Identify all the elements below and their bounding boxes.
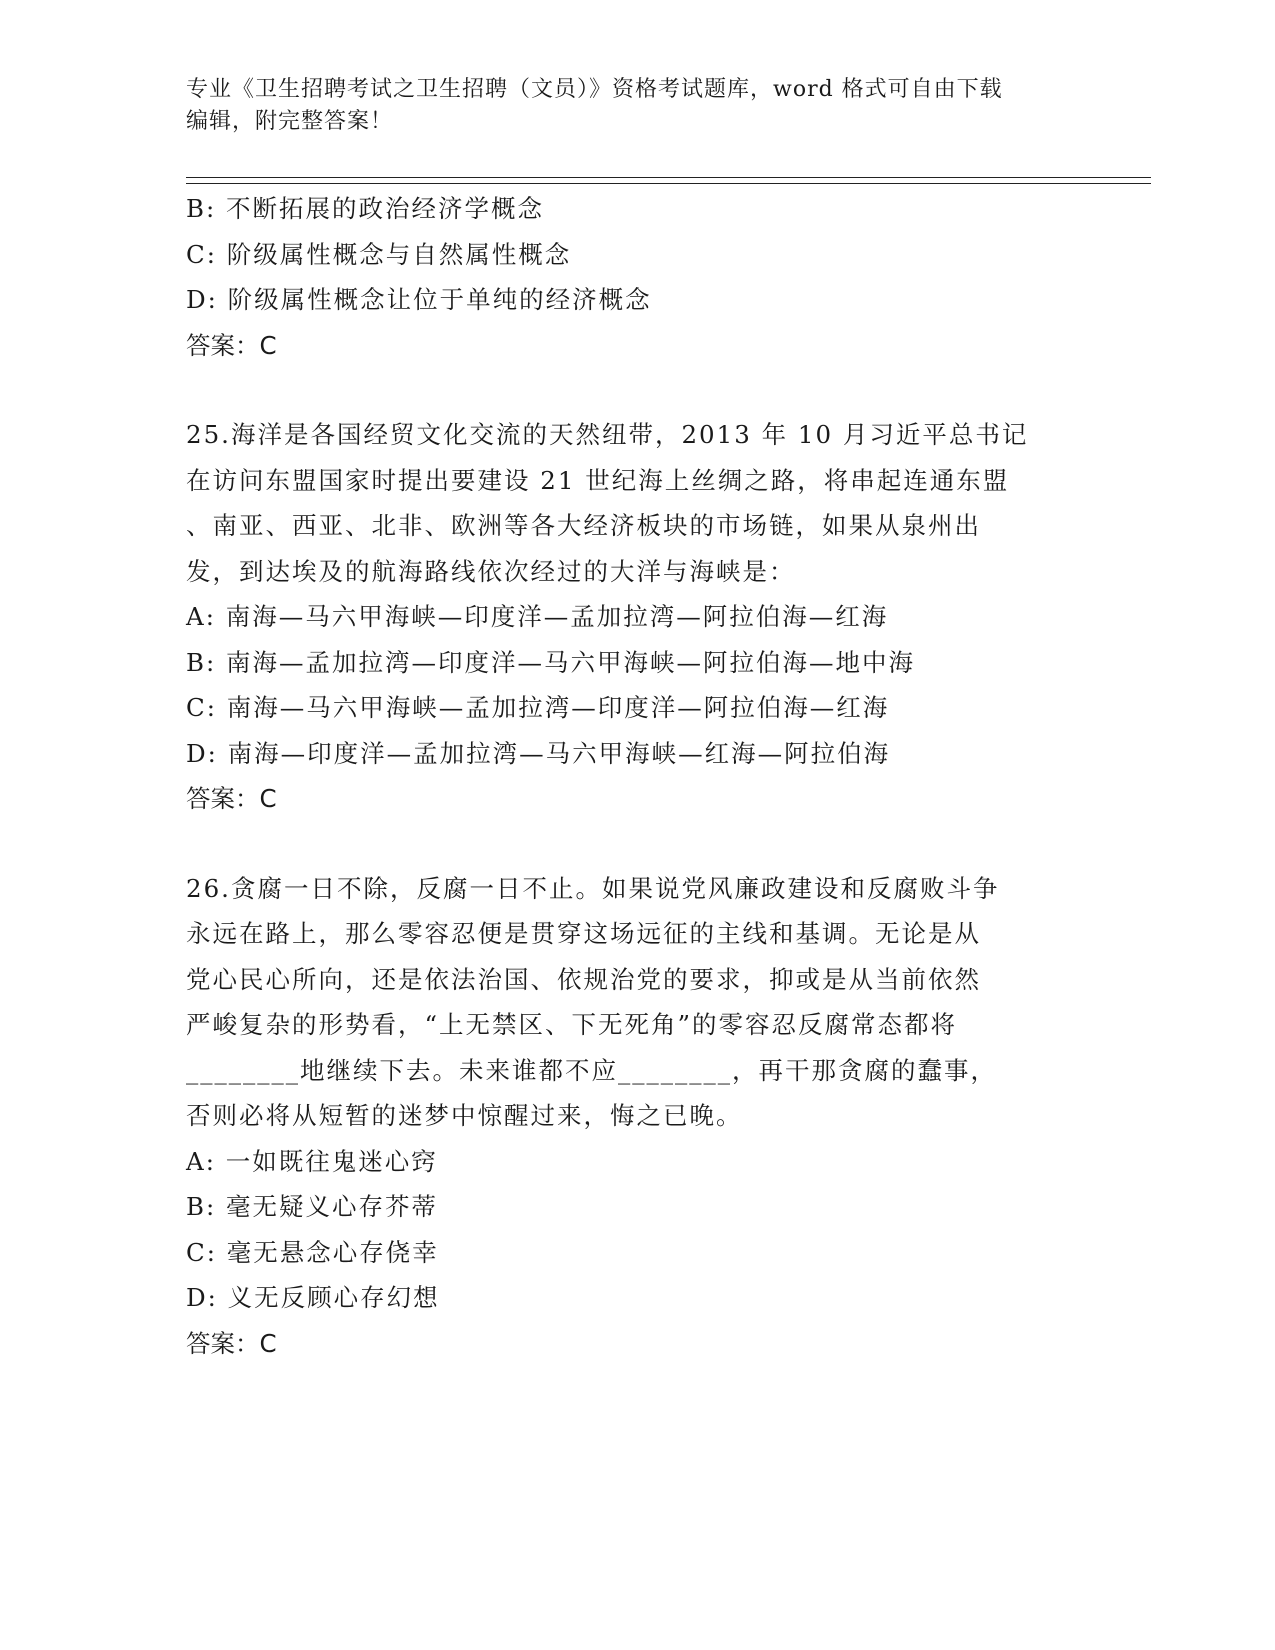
- answer-line: 答案：C: [186, 1328, 277, 1358]
- spacer: [186, 368, 1066, 412]
- option-d: D: 阶级属性概念让位于单纯的经济概念: [186, 285, 652, 314]
- option-b: B: 毫无疑义心存芥蒂: [186, 1192, 439, 1221]
- question-stem-line: 在访问东盟国家时提出要建设 21 世纪海上丝绸之路，将串起连通东盟: [186, 465, 1010, 495]
- question-stem-line: 、南亚、西亚、北非、欧洲等各大经济板块的市场链，如果从泉州出: [186, 511, 981, 540]
- header-line: 编辑，附完整答案！: [186, 109, 394, 134]
- question-stem-line: 发，到达埃及的航海路线依次经过的大洋与海峡是：: [186, 556, 796, 586]
- option-d: D: 南海—印度洋—孟加拉湾—马六甲海峡—红海—阿拉伯海: [186, 738, 891, 768]
- question-26: [186, 866, 1066, 1367]
- option-d: D: 义无反顾心存幻想: [186, 1283, 440, 1312]
- option-c: C: 阶级属性概念与自然属性概念: [186, 239, 572, 269]
- question-stem-line: 否则必将从短暂的迷梦中惊醒过来，悔之已晚。: [186, 1101, 743, 1130]
- answer-line: 答案：C: [186, 330, 277, 360]
- option-b: B: 不断拓展的政治经济学概念: [186, 194, 545, 223]
- option-b: B: 南海—孟加拉湾—印度洋—马六甲海峡—阿拉伯海—地中海: [186, 647, 916, 677]
- header-divider-top: [186, 177, 1151, 178]
- question-24-tail: [186, 186, 1066, 368]
- option-a: A: 一如既往鬼迷心窍: [186, 1146, 438, 1176]
- document-header: [186, 74, 1066, 138]
- question-stem-line: 25.海洋是各国经贸文化交流的天然纽带，2013 年 10 月习近平总书记: [186, 420, 1029, 449]
- answer-line: 答案：C: [186, 784, 277, 813]
- question-stem-line: 26.贪腐一日不除，反腐一日不止。如果说党风廉政建设和反腐败斗争: [186, 873, 1000, 903]
- question-stem-line: ________地继续下去。未来谁都不应________，再干那贪腐的蠢事，: [186, 1055, 997, 1085]
- question-25: [186, 412, 1066, 822]
- question-stem-line: 永远在路上，那么零容忍便是贯穿这场远征的主线和基调。无论是从: [186, 919, 981, 948]
- spacer: [186, 822, 1066, 866]
- option-c: C: 毫无悬念心存侥幸: [186, 1237, 439, 1267]
- document-body: [186, 186, 1066, 1366]
- question-stem-line: 党心民心所向，还是依法治国、依规治党的要求，抑或是从当前依然: [186, 964, 981, 994]
- option-c: C: 南海—马六甲海峡—孟加拉湾—印度洋—阿拉伯海—红海: [186, 693, 890, 722]
- option-a: A: 南海—马六甲海峡—印度洋—孟加拉湾—阿拉伯海—红海: [186, 602, 889, 631]
- question-stem-line: 严峻复杂的形势看，“上无禁区、下无死角”的零容忍反腐常态都将: [186, 1010, 958, 1039]
- header-line: 专业《卫生招聘考试之卫生招聘（文员）》资格考试题库，word 格式可自由下载: [186, 77, 1003, 102]
- header-divider-bottom: [186, 183, 1151, 184]
